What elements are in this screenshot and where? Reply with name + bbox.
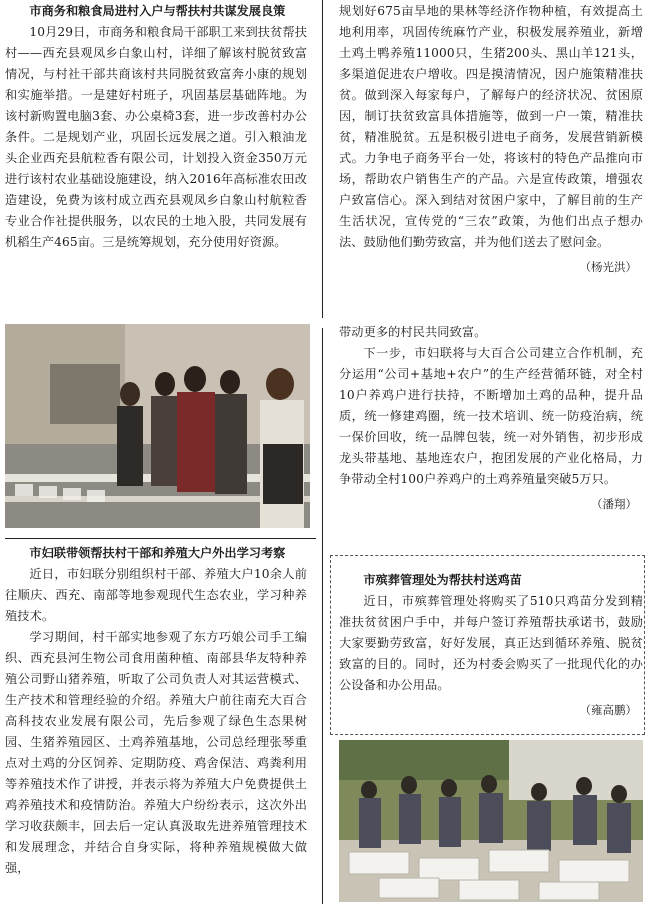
article3-paragraph: 近日，市殡葬管理处将购买了510只鸡苗分发到精准扶贫贫困户手中，并每户签订养殖帮扶承诺书，鼓励大家要勤劳致富，好好发展，真正达到循环养殖、脱贫致富的目的。同时，还为村委会购买了一批现代化的办公设备和办公用品。 xyxy=(339,594,643,692)
article2-right-column xyxy=(339,322,643,515)
article2-byline: （潘翔） xyxy=(591,497,637,511)
article1-left-column xyxy=(5,1,307,253)
article1-title: 市商务和粮食局进村入户与帮扶村共谋发展良策 xyxy=(29,4,286,18)
column-divider xyxy=(322,0,323,318)
article3-byline: （雍高鹏） xyxy=(579,703,637,717)
article2-paragraph: 下一步，市妇联将与大百合公司建立合作机制，充分运用“公司+基地+农户”的生产经营循环链，对全村10户养鸡户进行扶持，不断增加土鸡的品种，提升品质，统一修建鸡圈，统一技术培训、统一防疫治病，统一保价回收，统一品牌包装，统一对外销售，初步形成龙头带基地、基地连农户，抱团发展的产业化格局，力争带动全村100户养鸡户的土鸡养殖量突破5万只。 xyxy=(339,346,643,486)
article1-byline: （杨光洪） xyxy=(579,260,637,274)
article2-title: 市妇联带领帮扶村干部和养殖大户外出学习考察 xyxy=(29,546,286,560)
article2-paragraph: 近日，市妇联分别组织村干部、养殖大户10余人前往顺庆、西充、南部等地参观现代生态农业，学习种养殖技术。 xyxy=(5,567,307,623)
article3-title: 市殡葬管理处为帮扶村送鸡苗 xyxy=(363,573,522,587)
article1-right-column xyxy=(339,1,643,278)
article2-paragraph: 学习期间，村干部实地参观了东方巧娘公司手工编织、西充县河生物公司食用菌种植、南部县华友特种养殖公司野山猪养殖，听取了公司负责人对其运营模式、生产技术和管理经验的介绍。养殖大户前往南充大百合高科技农业发展有限公司，先后参观了绿色生态果树园、生猪养殖园区、土鸡养殖基地，公司总经理张琴重点对土鸡的分区饲养、定期防疫、鸡舍保洁、鸡粪利用等养殖技术作了讲授，并表示将为养殖大户免费提供土鸡养殖技术和疫情防治。养殖大户纷纷表示，这次外出学习收获颇丰，回去后一定认真汲取先进养殖管理技术和发展理念，并结合自身实际，将种养殖规模做大做强， xyxy=(5,630,307,875)
article1-paragraph: 规划好675亩旱地的果林等经济作物种植，有效提高土地利用率，巩固传统麻竹产业，积极发展养殖业，新增土鸡土鸭养殖11000只，生猪200头、黑山羊121头，多渠道促进农户增收。四是摸清情况，因户施策精准扶贫。做到深入每家每户，了解每户的经济状况、贫困原因，制订扶贫致富具体措施等，做到一户一策，精准扶贫，精准脱贫。五是积极引进电子商务，发展营销新模式。力争电子商务平台一处，将该村的特色产品推向市场，帮助农户销售生产的产品。六是宣传政策，增强农户致富信心。深入到结对贫困户家中，了解目前的生产生活状况，宣传党的“三农”政策，为他们出点子想办法、鼓励他们勤劳致富，并为他们送去了慰问金。 xyxy=(339,4,643,249)
photo-visit-to-workshop-illustration xyxy=(5,324,310,528)
article2-left-column xyxy=(5,543,307,879)
column-divider xyxy=(322,328,323,904)
article1-paragraph: 10月29日，市商务和粮食局干部职工来到扶贫帮扶村——西充县观凤乡白象山村，详细了解该村脱贫致富情况，与村社干部共商该村共同脱贫致富奔小康的规划和实施举措。一是建好村班子，巩固基层基础阵地。为该村新购置电脑3套、办公桌椅3套，进一步改善村办公条件。二是规划产业，巩固长远发展之道。引入粮油龙头企业西充县航粒香有限公司，计划投入资金350万元进行该村农业基础设施建设，纳入2016年高标准农田改造建设，免费为该村成立西充县观凤乡白象山村航粒香专业合作社提供服务，以农民的土地入股，共同发展有机稻生产465亩。三是统筹规划，充分使用好资源。 xyxy=(5,25,307,249)
photo-chick-distribution xyxy=(339,740,643,902)
photo-visit-to-workshop xyxy=(5,324,310,528)
article2-paragraph: 带动更多的村民共同致富。 xyxy=(339,325,487,339)
article3-column xyxy=(339,570,643,721)
photo-chick-distribution-illustration xyxy=(339,740,643,902)
section-divider xyxy=(5,538,316,539)
